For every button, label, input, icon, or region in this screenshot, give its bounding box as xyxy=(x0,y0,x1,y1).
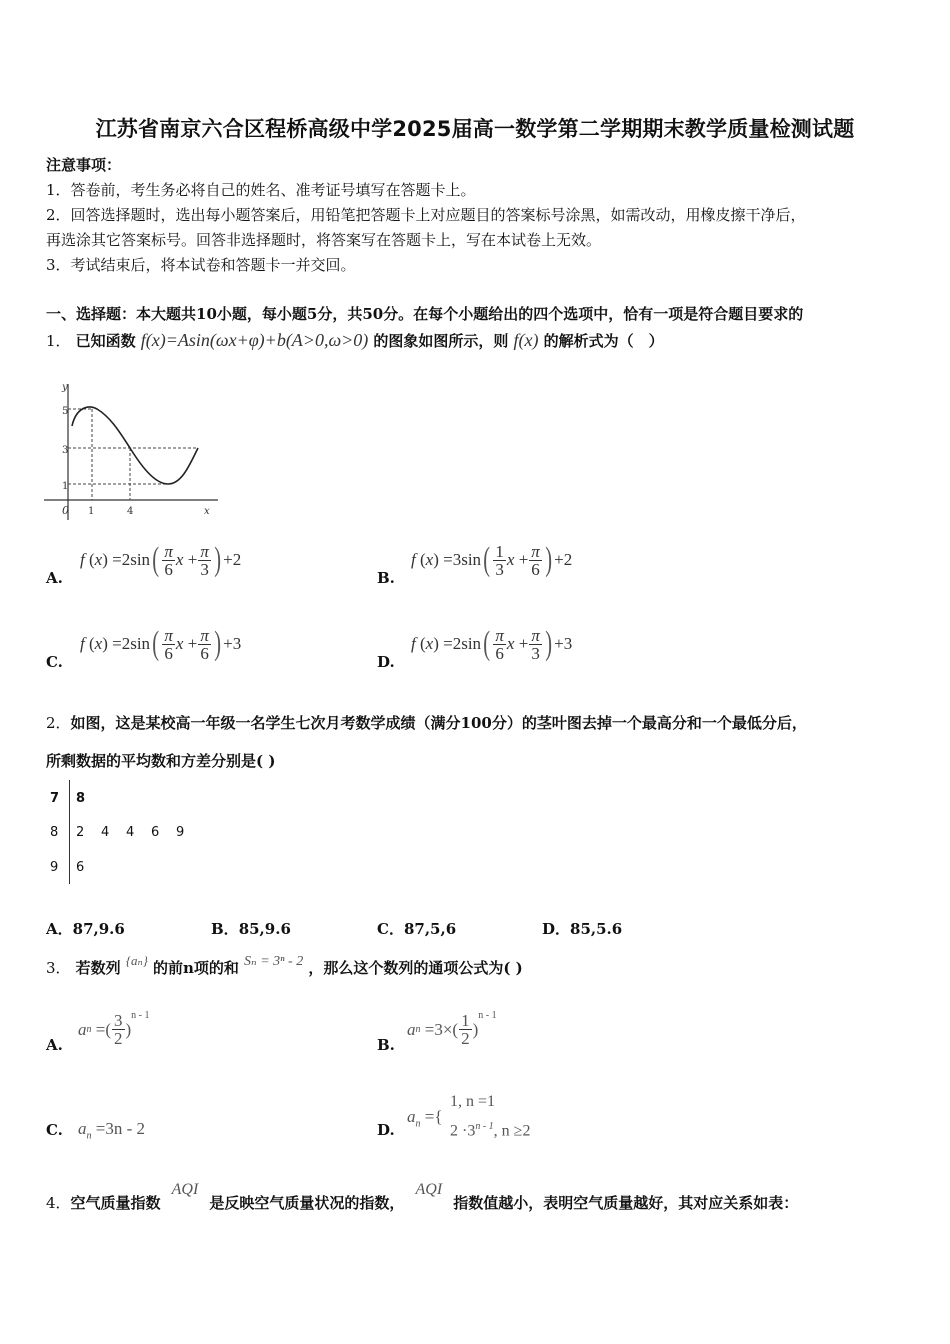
x-axis-label: x xyxy=(204,506,210,517)
option-c[interactable]: C．87,5,6 xyxy=(377,920,457,938)
question-number: 3． xyxy=(46,959,71,977)
question-text: 空气质量指数 xyxy=(70,1194,161,1212)
option-b[interactable] xyxy=(377,1010,677,1070)
question-number: 4． xyxy=(46,1194,71,1212)
question-text: 若数列 xyxy=(75,959,121,977)
option-a[interactable]: A．87,9.6 xyxy=(46,920,125,938)
sum-formula: Sₙ = 3ⁿ - 2 xyxy=(244,954,304,969)
leaf-value: 8 xyxy=(76,791,86,806)
notice-heading: 注意事项： xyxy=(46,156,122,174)
notice-item: 1．答卷前，考生务必将自己的姓名、准考证号填写在答题卡上。 xyxy=(46,181,476,199)
question-2 xyxy=(46,712,807,733)
option-formula: $a_n$ ={ xyxy=(407,1107,443,1130)
question-number: 2． xyxy=(46,714,71,732)
option-letter: A. xyxy=(46,569,63,587)
stem-value: 9 xyxy=(50,860,59,875)
notice-item: 3．考试结束后，将本试卷和答题卡一并交回。 xyxy=(46,256,356,274)
question-text: 指数值越小，表明空气质量越好，其对应关系如表： xyxy=(453,1194,799,1212)
leaf-value: 2 xyxy=(76,825,85,840)
question-text: 的前n项的和 xyxy=(153,959,239,977)
option-formula: f ( x ) = 2 sin ( $\frac{\pi}{6}$ x + $\frac{\pi}{6}$ ) + 3 xyxy=(80,625,242,663)
notice-item: 2．回答选择题时，选出每小题答案后，用铅笔把答题卡上对应题目的答案标号涂黑，如需改动，用橡皮擦干净后， xyxy=(46,206,806,224)
question-4 xyxy=(46,1178,798,1218)
question-text: 所剩数据的平均数和方差分别是( ) xyxy=(46,752,276,770)
option-letter: D. xyxy=(377,1121,395,1139)
question-text: 已知函数 xyxy=(75,332,136,350)
question-text: 的图象如图所示，则 xyxy=(373,332,509,350)
x-tick-label: 1 xyxy=(88,506,95,517)
option-formula: a n =3×( $\frac{1}{2}$ ) $^{n - 1}$ xyxy=(407,1010,497,1048)
option-letter: B. xyxy=(377,569,395,587)
option-d[interactable] xyxy=(377,1092,677,1152)
leaf-value: 6 xyxy=(151,825,160,840)
question-number: 1． xyxy=(46,332,71,350)
aqi-symbol: AQI xyxy=(171,1181,199,1198)
question-text: 如图，这是某校高一年级一名学生七次月考数学成绩（满分100分）的茎叶图去掉一个最高分和一个最低分后， xyxy=(70,714,807,732)
question-text: 是反映空气质量状况的指数， xyxy=(209,1194,405,1212)
origin-label: 0 xyxy=(62,504,69,517)
formula: f(x)=Asin(ωx+φ)+b(A>0,ω>0) xyxy=(140,330,369,350)
option-letter: C. xyxy=(46,1121,63,1139)
stem-leaf-plot xyxy=(46,780,206,885)
piecewise-line-1: 1, n =1 xyxy=(450,1093,496,1110)
y-axis-label: y xyxy=(62,382,68,393)
y-tick-label: 1 xyxy=(62,481,69,492)
sequence-symbol: {aₙ} xyxy=(125,953,148,968)
option-a[interactable] xyxy=(46,1010,346,1070)
section-heading: 一、选择题：本大题共10小题，每小题5分，共50分。在每个小题给出的四个选项中，恰有一项是符合题目要求的 xyxy=(46,305,804,323)
option-formula: f ( x ) = 2 sin ( $\frac{\pi}{6}$ x + $\frac{\pi}{3}$ ) + 3 xyxy=(411,625,573,663)
piecewise-line-2: $2 \cdot 3^{n - 1}$, n ≥2 xyxy=(450,1121,531,1140)
stem-divider xyxy=(69,780,70,884)
option-letter: B. xyxy=(377,1036,395,1054)
question-3 xyxy=(46,953,523,978)
question-1 xyxy=(46,330,664,351)
option-d[interactable]: D．85,5.6 xyxy=(542,920,623,938)
formula: f(x) xyxy=(513,330,539,350)
y-tick-label: 3 xyxy=(62,445,69,456)
option-formula: $a_n =3n - 2$ xyxy=(78,1119,145,1142)
option-formula: a n =( $\frac{3}{2}$ ) $^{n - 1}$ xyxy=(78,1010,150,1048)
leaf-value: 4 xyxy=(126,825,135,840)
option-c[interactable] xyxy=(46,1110,346,1150)
stem-value: 7 xyxy=(50,791,60,806)
function-graph xyxy=(42,378,222,523)
stem-value: 8 xyxy=(50,825,59,840)
x-tick-label: 4 xyxy=(127,506,134,517)
notice-item: 再选涂其它答案标号。回答非选择题时，将答案写在答题卡上，写在本试卷上无效。 xyxy=(46,231,602,249)
option-letter: D. xyxy=(377,653,395,671)
leaf-value: 4 xyxy=(101,825,110,840)
question-text: 的解析式为（ ） xyxy=(543,332,664,350)
option-formula: f ( x ) = 3 sin ( $\frac{1}{3}$ x + $\frac{\pi}{6}$ ) + 2 xyxy=(411,541,573,579)
option-formula: f ( x ) = 2 sin ( $\frac{\pi}{6}$ x + $\frac{\pi}{3}$ ) + 2 xyxy=(80,541,242,579)
question-text: ，那么这个数列的通项公式为( ) xyxy=(308,959,523,977)
sine-curve xyxy=(72,407,198,484)
option-b[interactable]: B．85,9.6 xyxy=(211,920,291,938)
leaf-value: 6 xyxy=(76,860,85,875)
aqi-symbol: AQI xyxy=(415,1181,443,1198)
leaf-value: 9 xyxy=(176,825,185,840)
option-letter: C. xyxy=(46,653,63,671)
option-letter: A. xyxy=(46,1036,63,1054)
y-tick-label: 5 xyxy=(62,406,69,417)
page-title: 江苏省南京六合区程桥高级中学2025届高一数学第二学期期末教学质量检测试题 xyxy=(95,117,855,141)
